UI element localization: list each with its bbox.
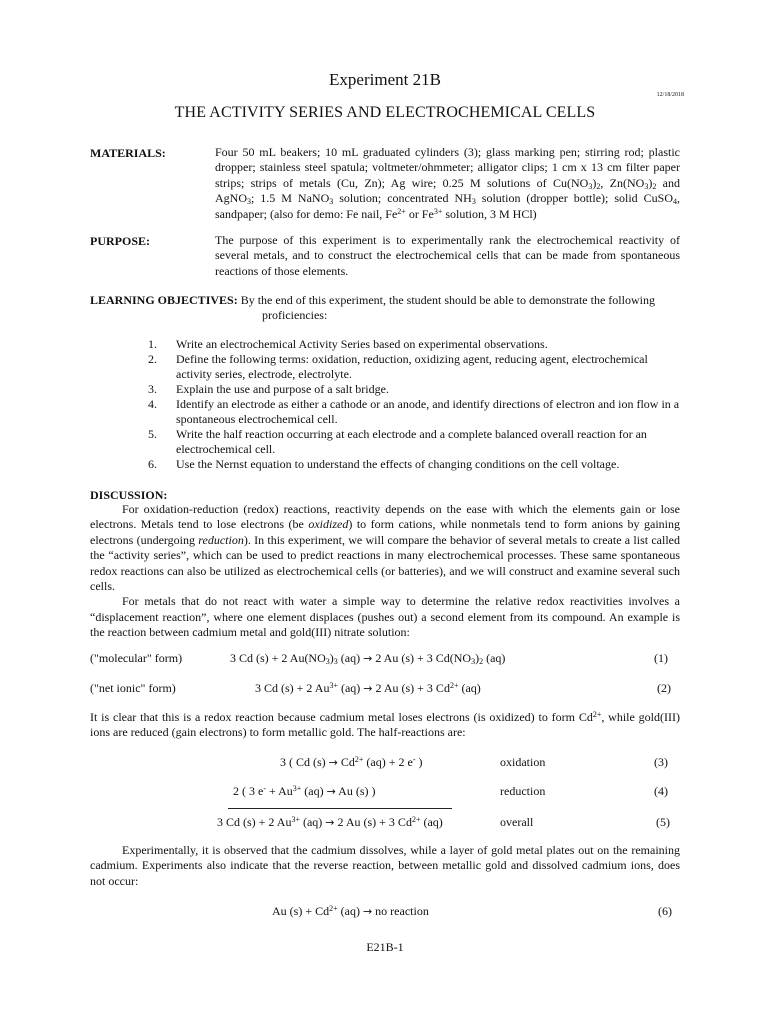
discussion-paragraph-2: For metals that do not react with water a simple way to determine the relative redox reactivities involves a “displacement reaction”, where one element displaces (pushes out) a second element from its compound. An example is the reaction between cadmium metal and gold(III) nitrate solution: xyxy=(90,594,680,640)
learning-objectives-intro-cont: proficiencies: xyxy=(262,308,328,323)
purpose-label: PURPOSE: xyxy=(90,234,150,248)
materials-line-2: dropper; stainless steel spatula; voltmeter/ohmmeter; alligator clips; 1 cm x 13 cm filter paper xyxy=(215,160,680,175)
equation-4: 2 ( 3 $e^- + Au^{3+}$ (aq) → Au (s) ) xyxy=(233,784,376,798)
materials-line-3: strips; strips of metals (Cu, Zn); Ag wire; 0.25 M solutions of $Cu(NO_3)_2$, $Zn(NO_3)_2$ and xyxy=(215,175,680,191)
learning-objectives xyxy=(90,293,690,324)
materials-label: MATERIALS: xyxy=(90,146,166,160)
materials-text xyxy=(215,145,680,222)
eq5-type: overall xyxy=(500,815,534,829)
discussion-label: DISCUSSION: xyxy=(90,488,168,502)
eq3-type: oxidation xyxy=(500,755,546,769)
discussion-paragraph-1: For oxidation-reduction (redox) reactions, reactivity depends on the ease with which the elements gain or lose electrons. Metals tend to lose electrons (be oxidized) to form cations, while nonmetals tend to form anions by gaining electrons (undergoing reduction). In this experiment, we will compare the behavior of several metals to create a list called the “activity series”, which can be used to predict reactions in many electrochemical processes. These same spontaneous redox reactions can also be utilized as electrochemical cells (or batteries), and we will construct and examine several such cells. For metals that do not react with water a simple way to determine the relative redox reactivities involves a “displacement reaction”, where one element displaces (pushes out) a second element from its compound. An example is the reaction between cadmium metal and gold(III) nitrate solution: xyxy=(90,502,681,640)
eq1-label: ("molecular" form) xyxy=(90,651,183,665)
eq1-number: (1) xyxy=(654,651,668,665)
materials-line-1: Four 50 mL beakers; 10 mL graduated cylinders (3); glass marking pen; stirring rod; plastic xyxy=(215,145,680,159)
learning-objectives-intro: By the end of this experiment, the student should be able to demonstrate the following xyxy=(240,293,655,307)
list-item: 4. Identify an electrode as either a cathode or an anode, and identify directions of electron and ion flow in a spontaneous electrochemical cell. xyxy=(148,397,680,426)
eq4-type: reduction xyxy=(500,784,546,798)
document-title: Experiment 21B xyxy=(329,70,441,89)
eq2-number: (2) xyxy=(657,681,671,695)
purpose-text: The purpose of this experiment is to experimentally rank the electrochemical reactivity of several metals, and to construct the electrochemical cells that can be made from spontaneous reactions of those elements. xyxy=(215,233,680,278)
discussion-paragraph-4: Experimentally, it is observed that the cadmium dissolves, while a layer of gold metal plates out on the remaining cadmium. Experiments also indicate that the reverse reaction, between metallic gold and dissolved cadmium ions, does not occur: xyxy=(90,843,680,888)
learning-objectives-label: LEARNING OBJECTIVES: xyxy=(90,293,238,307)
equation-1: 3 Cd (s) + 2 $Au(NO_3)_3$ (aq) → 2 Au (s) + 3 $Cd(NO_3)_2$ (aq) xyxy=(230,651,506,666)
eq2-label: ("net ionic" form) xyxy=(90,681,176,695)
list-item: 2. Define the following terms: oxidation, reduction, oxidizing agent, reducing agent, electrochemical activity series, electrode, electrolyte. xyxy=(148,352,648,381)
objectives-list xyxy=(148,337,680,472)
eq4-number: (4) xyxy=(654,784,668,798)
list-item: 1. Write an electrochemical Activity Series based on experimental observations. xyxy=(148,337,548,351)
list-item: 5. Write the half reaction occurring at each electrode and a complete balanced overall reaction for an electrochemical cell. xyxy=(148,427,647,456)
sum-rule xyxy=(228,808,452,809)
materials-line-4: AgNO$_3$; 1.5 M NaNO$_3$ solution; concentrated $NH_3$ solution (dropper bottle); solid CuSO$_4$, xyxy=(215,191,681,207)
equation-6: Au $(s) + Cd^{2+}$ (aq) → no reaction xyxy=(272,904,429,918)
eq6-number: (6) xyxy=(658,904,672,918)
equation-2: 3 Cd (s) + 2 $Au^{3+}$ (aq) → 2 Au (s) + 3 $Cd^{2+}$ (aq) xyxy=(255,681,481,695)
materials-line-5: sandpaper; (also for demo: Fe nail, $Fe^{2+}$ or $Fe^{3+}$ solution, 3 M HCl) xyxy=(215,206,537,221)
list-item: 6. Use the Nernst equation to understand the effects of changing conditions on the cell voltage. xyxy=(148,457,620,471)
eq5-number: (5) xyxy=(656,815,670,829)
page-number: E21B-1 xyxy=(366,940,404,954)
document-subtitle: THE ACTIVITY SERIES AND ELECTROCHEMICAL CELLS xyxy=(174,104,596,121)
eq3-number: (3) xyxy=(654,755,668,769)
equation-5: 3 Cd (s) + 2 $Au^{3+}$ (aq) → 2 Au (s) + 3 $Cd^{2+}$ (aq) xyxy=(217,815,443,829)
list-item: 3. Explain the use and purpose of a salt bridge. xyxy=(148,382,389,396)
equation-3: 3 ( Cd $(s) \to Cd^{2+}$ (aq) + 2 e- ) xyxy=(280,755,423,769)
discussion-paragraph-3: It is clear that this is a redox reaction because cadmium metal loses electrons (is oxidized) to form $Cd^{2+}$, while gold(III) ions are reduced (gain electrons) to form metallic gold. The half-reactions are: xyxy=(90,710,680,740)
document-date: 12/18/2018 xyxy=(656,92,684,98)
